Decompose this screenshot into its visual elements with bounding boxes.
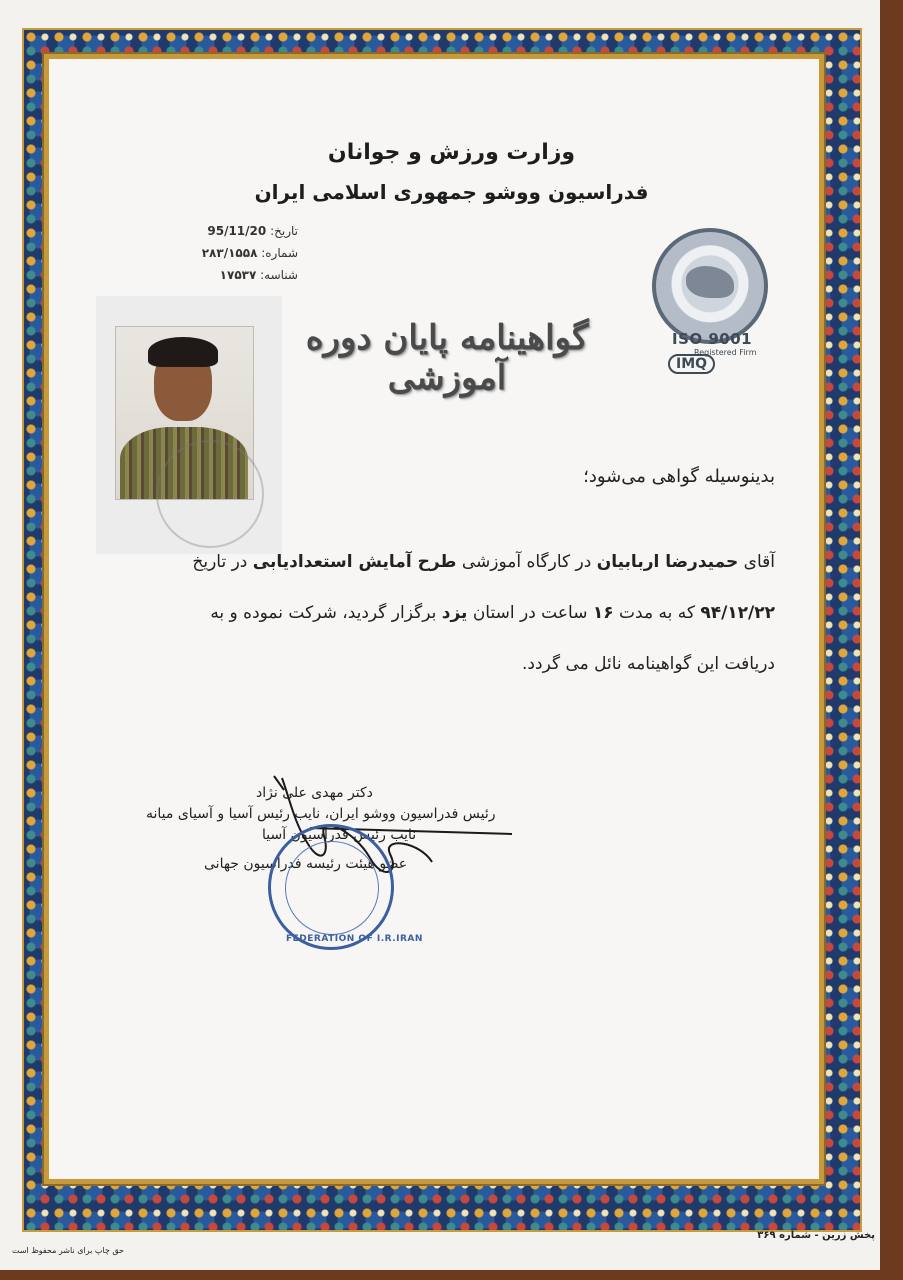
iso-registered: Registered Firm (694, 348, 757, 357)
photo-stamp-seal (156, 440, 264, 548)
copyright-note: حق چاپ برای ناشر محفوظ است (12, 1246, 124, 1255)
recipient-name: حمیدرضا اربابیان (596, 552, 739, 572)
body-text: ساعت در استان (467, 603, 593, 623)
signatory-role-1: رئیس فدراسیون ووشو ایران، نایب رئیس آسیا و آسیای میانه (146, 806, 496, 822)
wushu-figure-icon (686, 266, 734, 298)
meta-number (188, 242, 298, 264)
body-line-2 (210, 603, 775, 623)
meta-id-value: ۱۷۵۳۷ (219, 268, 257, 282)
body-line-3: دریافت این گواهینامه نائل می گردد. (522, 654, 775, 674)
meta-date-label: تاریخ: (270, 224, 298, 238)
meta-number-label: شماره: (261, 246, 298, 260)
body-text: آقای (738, 552, 775, 572)
stamp-text: FEDERATION OF I.R.IRAN (286, 934, 423, 944)
course-hours: ۱۶ (592, 603, 614, 623)
meta-id (188, 264, 298, 286)
document-meta (188, 220, 298, 286)
body-text: در کارگاه آموزشی (456, 552, 597, 572)
ministry-heading: وزارت ورزش و جوانان (327, 140, 576, 165)
stamp-inner-ring (285, 841, 379, 935)
meta-number-value: ۲۸۳/۱۵۵۸ (201, 246, 258, 260)
course-name: طرح آمایش استعدادیابی (252, 552, 457, 572)
body-text: برگزار گردید، شرکت نموده و به (210, 603, 442, 623)
federation-stamp (268, 824, 394, 950)
body-line-1 (192, 552, 775, 572)
imq-logo: IMQ (668, 354, 715, 374)
body-text: که به مدت (613, 603, 701, 623)
signatory-role-2: نایب رئیس فدراسیون آسیا (262, 827, 417, 843)
certificate-title: گواهینامه پایان دوره آموزشی (305, 318, 589, 398)
iso-mark: ISO 9001 (672, 330, 753, 348)
signatory-name: دکتر مهدی علی نژاد (256, 785, 373, 801)
meta-date (188, 220, 298, 242)
course-date: ۹۴/۱۲/۲۲ (700, 603, 775, 623)
federation-emblem-logo (652, 228, 768, 344)
portrait-hair (148, 337, 218, 367)
certification-intro: بدینوسیله گواهی می‌شود؛ (583, 466, 775, 487)
signatory-role-3: عضو هیئت رئیسه فدراسیون جهانی (204, 856, 408, 872)
course-province: یزد (441, 603, 468, 623)
meta-id-label: شناسه: (260, 268, 298, 282)
federation-heading: فدراسیون ووشو جمهوری اسلامی ایران (254, 180, 649, 204)
body-text: در تاریخ (192, 552, 253, 572)
publisher-note: پخش زرین - شماره ۳۶۹ (757, 1230, 875, 1241)
meta-date-value: 95/11/20 (207, 224, 267, 238)
